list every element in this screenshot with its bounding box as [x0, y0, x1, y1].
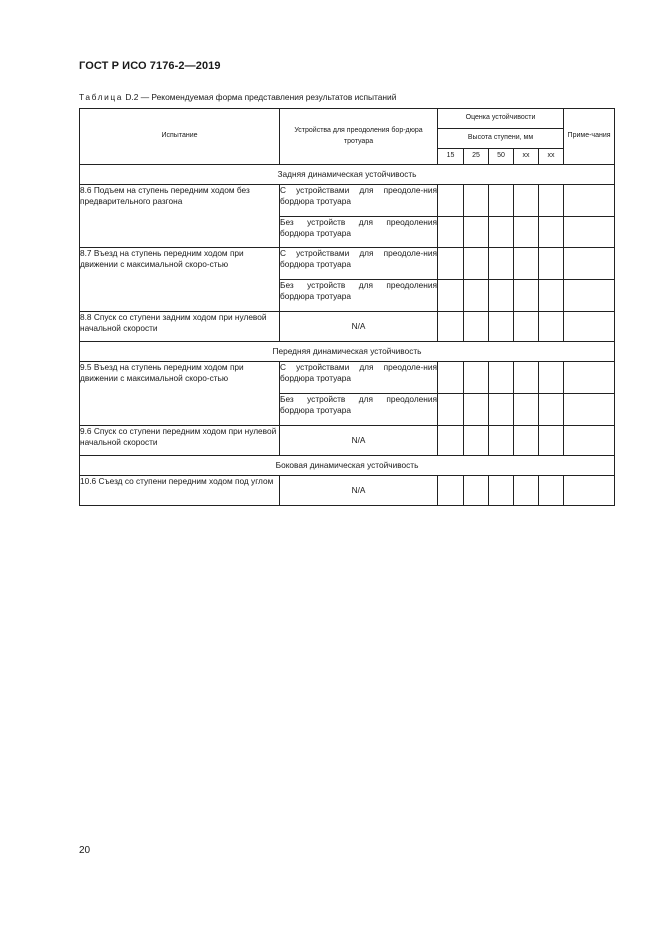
value-cell	[514, 312, 539, 342]
test-name: 8.7 Въезд на ступень передним ходом при движении с максимальной скоро-стью	[80, 248, 280, 312]
header-device: Устройства для преодоления бор-дюра тротуара	[280, 109, 438, 165]
notes-cell	[564, 312, 615, 342]
value-cell	[438, 217, 464, 248]
value-cell	[489, 280, 514, 312]
value-cell	[514, 248, 539, 280]
na-value: N/A	[280, 426, 438, 456]
header-value: 50	[489, 149, 514, 165]
value-cell	[539, 362, 564, 394]
test-name: 9.5 Въезд на ступень передним ходом при движении с максимальной скоро-стью	[80, 362, 280, 426]
value-cell	[514, 394, 539, 426]
device-option: С устройствами для преодоле-ния бордюра тротуара	[280, 362, 438, 394]
table-row	[80, 248, 615, 280]
value-cell	[489, 248, 514, 280]
value-cell	[539, 217, 564, 248]
header-row	[80, 109, 615, 129]
notes-cell	[564, 394, 615, 426]
caption-prefix: Таблица	[79, 92, 124, 102]
test-name: 9.6 Спуск со ступени передним ходом при нулевой начальной скорости	[80, 426, 280, 456]
value-cell	[464, 476, 489, 506]
section-title: Передняя динамическая устойчивость	[80, 342, 615, 362]
device-option: Без устройств для преодоления бордюра тротуара	[280, 217, 438, 248]
value-cell	[438, 280, 464, 312]
value-cell	[489, 426, 514, 456]
value-cell	[489, 476, 514, 506]
value-cell	[539, 394, 564, 426]
test-name: 8.8 Спуск со ступени задним ходом при нулевой начальной скорости	[80, 312, 280, 342]
value-cell	[514, 185, 539, 217]
value-cell	[514, 426, 539, 456]
notes-cell	[564, 362, 615, 394]
value-cell	[514, 217, 539, 248]
table-row	[80, 426, 615, 456]
value-cell	[438, 394, 464, 426]
value-cell	[539, 426, 564, 456]
table-row	[80, 362, 615, 394]
device-option: С устройствами для преодоле-ния бордюра тротуара	[280, 185, 438, 217]
table-row	[80, 312, 615, 342]
header-notes: Приме-чания	[564, 109, 615, 165]
value-cell	[539, 185, 564, 217]
test-name: 10.6 Съезд со ступени передним ходом под углом	[80, 476, 280, 506]
value-cell	[464, 362, 489, 394]
value-cell	[489, 362, 514, 394]
caption-label: D.2 — Рекомендуемая форма представления результатов испытаний	[125, 92, 397, 102]
notes-cell	[564, 426, 615, 456]
value-cell	[489, 394, 514, 426]
header-value: хх	[539, 149, 564, 165]
notes-cell	[564, 217, 615, 248]
table-row	[80, 476, 615, 506]
table-caption	[79, 92, 396, 102]
value-cell	[489, 312, 514, 342]
page-number: 20	[79, 845, 91, 856]
value-cell	[438, 312, 464, 342]
header-value: 15	[438, 149, 464, 165]
value-cell	[514, 280, 539, 312]
notes-cell	[564, 248, 615, 280]
value-cell	[438, 185, 464, 217]
header-value: хх	[514, 149, 539, 165]
section-title: Боковая динамическая устойчивость	[80, 456, 615, 476]
section-row	[80, 165, 615, 185]
section-row	[80, 342, 615, 362]
header-step-height: Высота ступени, мм	[438, 129, 564, 149]
na-value: N/A	[280, 312, 438, 342]
na-value: N/A	[280, 476, 438, 506]
value-cell	[464, 217, 489, 248]
value-cell	[438, 426, 464, 456]
section-row	[80, 456, 615, 476]
device-option: Без устройств для преодоления бордюра тротуара	[280, 280, 438, 312]
header-value: 25	[464, 149, 489, 165]
value-cell	[464, 394, 489, 426]
value-cell	[539, 280, 564, 312]
value-cell	[464, 185, 489, 217]
value-cell	[539, 312, 564, 342]
section-title: Задняя динамическая устойчивость	[80, 165, 615, 185]
notes-cell	[564, 476, 615, 506]
header-test: Испытание	[80, 109, 280, 165]
value-cell	[539, 476, 564, 506]
value-cell	[464, 280, 489, 312]
value-cell	[464, 248, 489, 280]
value-cell	[464, 426, 489, 456]
value-cell	[514, 362, 539, 394]
test-name: 8.6 Подъем на ступень передним ходом без предварительного разгона	[80, 185, 280, 248]
document-title: ГОСТ Р ИСО 7176-2—2019	[79, 60, 221, 72]
value-cell	[464, 312, 489, 342]
value-cell	[489, 185, 514, 217]
results-table	[79, 108, 615, 506]
value-cell	[514, 476, 539, 506]
notes-cell	[564, 280, 615, 312]
table-row	[80, 185, 615, 217]
device-option: Без устройств для преодоления бордюра тротуара	[280, 394, 438, 426]
value-cell	[438, 476, 464, 506]
notes-cell	[564, 185, 615, 217]
value-cell	[438, 248, 464, 280]
value-cell	[539, 248, 564, 280]
device-option: С устройствами для преодоле-ния бордюра тротуара	[280, 248, 438, 280]
value-cell	[438, 362, 464, 394]
header-stability: Оценка устойчивости	[438, 109, 564, 129]
value-cell	[489, 217, 514, 248]
